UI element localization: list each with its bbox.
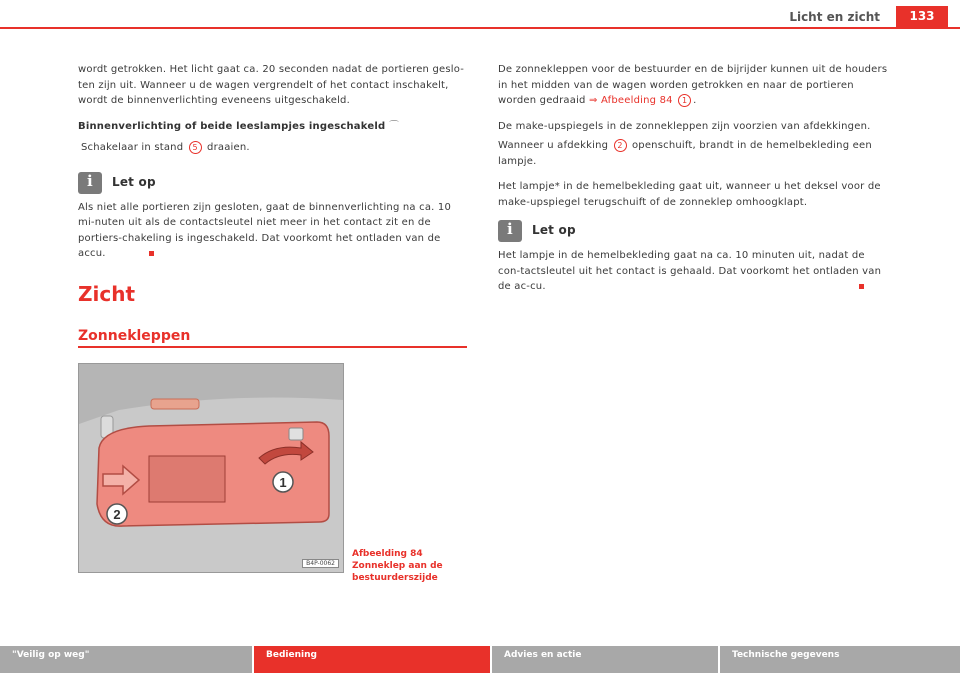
page-number: 133 xyxy=(896,6,948,27)
footer-tab-safety[interactable]: "Veilig op weg" xyxy=(0,646,252,673)
running-header: Licht en zicht xyxy=(789,10,880,24)
cover-text-post: openschuift, brandt in de hemelbekleding een lampje. xyxy=(498,140,872,167)
switch-text-post: draaien. xyxy=(207,142,250,153)
figure-link[interactable]: ⇒ Afbeelding 84 xyxy=(588,95,673,106)
callout-ref-1: 1 xyxy=(678,94,691,107)
cover-text-pre: Wanneer u afdekking xyxy=(498,140,609,151)
cover-paragraph xyxy=(498,138,890,169)
info-icon xyxy=(498,220,522,242)
position-marker: 5 xyxy=(189,141,202,154)
subsection-rule xyxy=(78,346,467,348)
note-text xyxy=(78,200,468,262)
intro-paragraph: wordt getrokken. Het licht gaat ca. 20 seconden nadat de portieren geslo-ten zijn uit. Wanneer u de wagen vergrendelt of het contact inschakelt, wordt de binnenverlichting eveneens uitgeschakeld. xyxy=(78,64,465,106)
right-column xyxy=(498,62,890,295)
figure-caption: Afbeelding 84 Zonneklep aan de bestuurderszijde xyxy=(352,549,443,583)
lamp-paragraph: Het lampje* in de hemelbekleding gaat uit, wanneer u het deksel voor de make-upspiegel terugschuift of de zonneklep omhoogklapt. xyxy=(498,181,881,208)
section-title: Zicht xyxy=(78,282,136,306)
note-body: Als niet alle portieren zijn gesloten, gaat de binnenverlichting na ca. 10 mi-nuten uit als de contactsleutel niet meer in het contact zit en de portiers-chakeling is ingeschakeld. Dat voorkomt het ontladen van de accu. xyxy=(78,201,452,259)
callout-1: 1 xyxy=(279,475,287,490)
note-title: Let op xyxy=(112,174,156,189)
footer-tab-advice[interactable]: Advies en actie xyxy=(492,646,718,673)
note-header-right xyxy=(498,220,890,242)
subheading xyxy=(78,119,468,135)
callout-2: 2 xyxy=(113,507,121,522)
callout-ref-2: 2 xyxy=(614,139,627,152)
figure-code: B4P-0062 xyxy=(302,559,339,568)
end-marker-icon xyxy=(149,251,154,256)
left-column xyxy=(78,62,468,262)
footer-tab-operation[interactable]: Bediening xyxy=(254,646,490,673)
visor-text: De zonnekleppen voor de bestuurder en de bijrijder kunnen uit de houders in het midden van de wagen worden getrokken en naar de portieren worden gedraaid xyxy=(498,64,888,106)
info-icon xyxy=(78,172,102,194)
sun-visor-figure xyxy=(78,363,344,573)
note-body-right: Het lampje in de hemelbekleding gaat na ca. 10 minuten uit, nadat de con-tactsleutel uit het contact is gehaald. Dat voorkomt het ontladen van de ac-cu. xyxy=(498,250,882,292)
footer-nav xyxy=(0,646,960,673)
footer-tab-technical[interactable]: Technische gegevens xyxy=(720,646,960,673)
switch-text-pre: Schakelaar in stand xyxy=(81,142,184,153)
mirror-paragraph: De make-upspiegels in de zonnekleppen zijn voorzien van afdekkingen. xyxy=(498,120,871,132)
header-rule xyxy=(0,27,960,29)
visor-paragraph: De zonnekleppen voor de bestuurder en de bijrijder kunnen uit de houders in het midden van de wagen worden getrokken en naar de portieren worden gedraaid ⇒ Afbeelding 84 1 . xyxy=(498,64,888,106)
subheading-text: Binnenverlichting of beide leeslampjes ingeschakeld xyxy=(78,120,386,132)
note-title-right: Let op xyxy=(532,223,576,238)
note-header xyxy=(78,172,468,194)
switch-instruction xyxy=(78,140,468,156)
subsection-title: Zonnekleppen xyxy=(78,328,191,344)
end-marker-icon xyxy=(859,284,864,289)
sun-visor-illustration xyxy=(79,364,343,572)
reading-lamp-icon: ⌒ xyxy=(389,120,400,132)
note-text-right xyxy=(498,248,890,295)
